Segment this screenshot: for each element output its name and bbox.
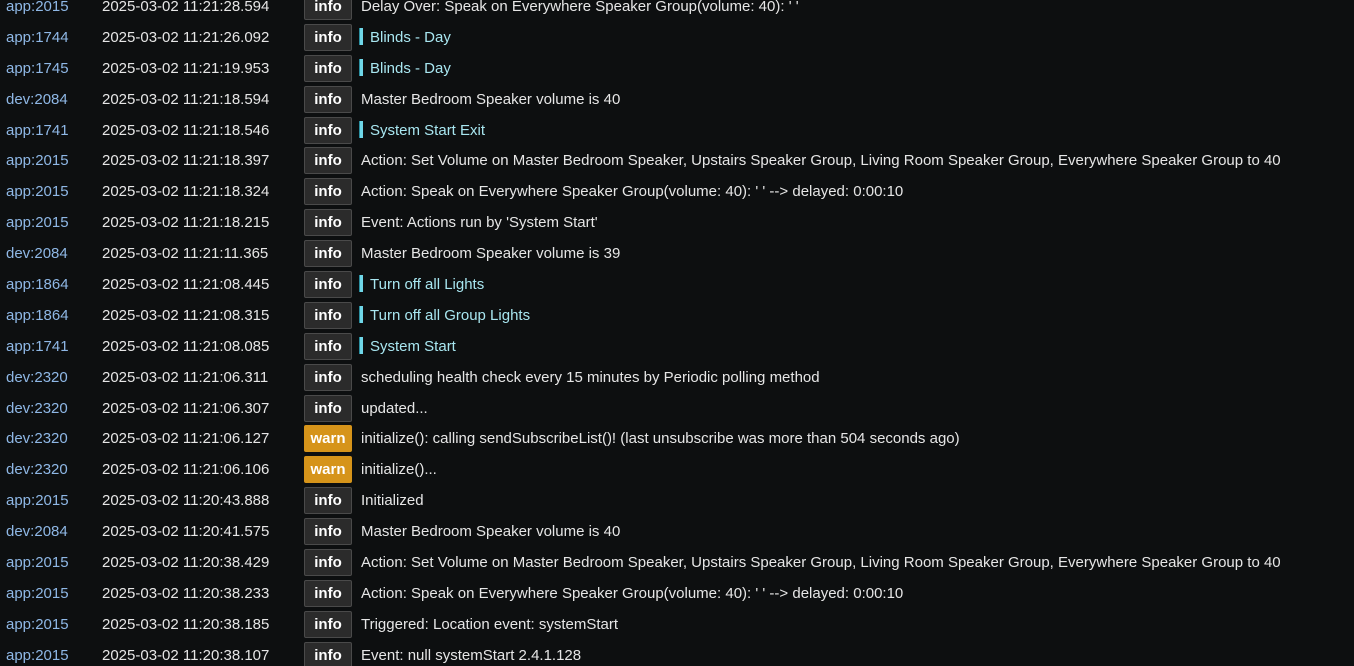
- log-source-link[interactable]: dev:2084: [6, 245, 68, 263]
- log-message: [361, 492, 424, 509]
- log-message-text: Triggered: Location event: systemStart: [361, 615, 619, 633]
- log-timestamp: 2025-03-02 11:20:38.429: [102, 553, 270, 571]
- log-message: [361, 400, 428, 417]
- log-row: [0, 331, 1354, 362]
- log-row: [0, 238, 1354, 269]
- log-level-badge: info: [304, 147, 352, 174]
- log-message-text: Blinds - Day: [370, 60, 451, 78]
- log-message: [361, 91, 620, 108]
- log-level-badge: info: [304, 364, 352, 391]
- log-message: [361, 461, 437, 478]
- log-message-text: Initialized: [361, 492, 424, 510]
- log-source-link[interactable]: app:1741: [6, 337, 69, 355]
- log-source-link[interactable]: app:2015: [6, 646, 69, 664]
- log-row: [0, 578, 1354, 609]
- log-source-link[interactable]: app:2015: [6, 553, 69, 571]
- log-row: [0, 207, 1354, 238]
- log-source-link[interactable]: app:2015: [6, 152, 69, 170]
- log-timestamp: 2025-03-02 11:21:18.324: [102, 183, 270, 201]
- log-message: [361, 430, 960, 447]
- log-row: [0, 300, 1354, 331]
- log-level-badge: info: [304, 240, 352, 267]
- log-message-text: Master Bedroom Speaker volume is 39: [361, 245, 621, 263]
- log-message-text: Action: Speak on Everywhere Speaker Group(volume: 40): ' ' --> delayed: 0:00:10: [361, 584, 904, 602]
- log-timestamp: 2025-03-02 11:21:11.365: [102, 245, 269, 263]
- log-message-text: System Start: [370, 338, 456, 356]
- log-message: [361, 369, 820, 386]
- log-source-link[interactable]: app:1745: [6, 59, 69, 77]
- log-timestamp: 2025-03-02 11:20:43.888: [102, 492, 270, 510]
- log-message-text: Event: null systemStart 2.4.1.128: [361, 646, 582, 664]
- log-source-link[interactable]: dev:2320: [6, 430, 68, 448]
- log-message-text: System Start Exit: [370, 122, 486, 139]
- log-level-badge: info: [304, 178, 352, 205]
- log-source-link[interactable]: dev:2320: [6, 399, 68, 417]
- log-message-text: Action: Speak on Everywhere Speaker Group(volume: 40): ' ' --> delayed: 0:00:10: [361, 183, 904, 201]
- log-message: [361, 0, 799, 15]
- log-level-badge: info: [304, 117, 352, 144]
- log-row: [0, 84, 1354, 115]
- indent-bar-icon: [359, 275, 363, 292]
- log-message-text: Action: Set Volume on Master Bedroom Speaker, Upstairs Speaker Group, Living Room Speaker Group, Everywhere Speaker Group to 40: [361, 553, 1281, 571]
- log-source-link[interactable]: dev:2320: [6, 368, 68, 386]
- log-timestamp: 2025-03-02 11:21:06.106: [102, 461, 270, 479]
- indent-bar-icon: [359, 121, 363, 138]
- indent-bar-icon: [359, 59, 363, 76]
- log-message: [361, 554, 1281, 571]
- log-row: [0, 176, 1354, 207]
- log-row: [0, 640, 1354, 666]
- log-source-link[interactable]: app:2015: [6, 214, 69, 232]
- log-message: [359, 28, 451, 46]
- log-message: [361, 616, 618, 633]
- log-level-badge: info: [304, 518, 352, 545]
- log-message-text: initialize()...: [361, 461, 437, 479]
- log-level-badge: info: [304, 611, 352, 638]
- log-source-link[interactable]: dev:2084: [6, 523, 68, 541]
- log-message-text: Event: Actions run by 'System Start': [361, 214, 598, 232]
- log-message-text: Turn off all Lights: [370, 276, 485, 294]
- log-row: [0, 547, 1354, 578]
- log-message: [359, 337, 456, 355]
- log-level-badge: info: [304, 487, 352, 514]
- log-timestamp: 2025-03-02 11:21:18.397: [102, 152, 270, 170]
- log-timestamp: 2025-03-02 11:21:18.546: [102, 121, 270, 139]
- log-timestamp: 2025-03-02 11:20:38.185: [102, 615, 270, 633]
- log-message-text: Action: Set Volume on Master Bedroom Speaker, Upstairs Speaker Group, Living Room Speaker Group, Everywhere Speaker Group to 40: [361, 152, 1281, 170]
- log-level-badge: info: [304, 0, 352, 20]
- log-row: [0, 485, 1354, 516]
- log-message-text: initialize(): calling sendSubscribeList()! (last unsubscribe was more than 504 seconds ago): [361, 430, 960, 448]
- log-row: [0, 393, 1354, 424]
- log-message-text: Blinds - Day: [370, 29, 451, 47]
- log-level-badge: info: [304, 271, 352, 298]
- log-timestamp: 2025-03-02 11:21:06.311: [102, 368, 269, 386]
- log-message: [361, 523, 620, 540]
- log-message-text: Turn off all Group Lights: [370, 307, 531, 325]
- log-level-badge: info: [304, 549, 352, 576]
- log-row: [0, 362, 1354, 393]
- indent-bar-icon: [359, 337, 363, 354]
- log-source-link[interactable]: app:2015: [6, 183, 69, 201]
- log-timestamp: 2025-03-02 11:21:26.092: [102, 28, 270, 46]
- log-source-link[interactable]: app:1864: [6, 306, 69, 324]
- log-row: [0, 423, 1354, 454]
- log-level-badge: info: [304, 333, 352, 360]
- indent-bar-icon: [359, 28, 363, 45]
- log-level-badge: info: [304, 642, 352, 666]
- log-row: [0, 53, 1354, 84]
- log-message-text: scheduling health check every 15 minutes by Periodic polling method: [361, 368, 820, 386]
- log-timestamp: 2025-03-02 11:20:38.233: [102, 584, 270, 602]
- log-level-badge: warn: [304, 425, 352, 452]
- log-message-text: Delay Over: Speak on Everywhere Speaker Group(volume: 40): ' ': [361, 0, 799, 15]
- log-message: [359, 121, 485, 139]
- log-level-badge: info: [304, 302, 352, 329]
- log-row: [0, 516, 1354, 547]
- log-level-badge: info: [304, 86, 352, 113]
- log-level-badge: info: [304, 209, 352, 236]
- log-level-badge: info: [304, 24, 352, 51]
- log-timestamp: 2025-03-02 11:21:06.307: [102, 399, 270, 417]
- log-message: [361, 214, 598, 231]
- log-row: [0, 0, 1354, 22]
- log-message: [361, 585, 903, 602]
- log-timestamp: 2025-03-02 11:20:38.107: [102, 646, 270, 664]
- log-message: [361, 152, 1281, 169]
- log-timestamp: 2025-03-02 11:21:28.594: [102, 0, 270, 15]
- log-timestamp: 2025-03-02 11:21:06.127: [102, 430, 270, 448]
- log-timestamp: 2025-03-02 11:21:18.594: [102, 90, 270, 108]
- log-message: [359, 275, 484, 293]
- log-row: [0, 145, 1354, 176]
- log-source-link[interactable]: app:1744: [6, 28, 69, 46]
- log-level-badge: warn: [304, 456, 352, 483]
- log-message-text: Master Bedroom Speaker volume is 40: [361, 90, 621, 108]
- log-message: [361, 647, 581, 664]
- log-timestamp: 2025-03-02 11:21:08.315: [102, 306, 270, 324]
- log-timestamp: 2025-03-02 11:21:18.215: [102, 214, 270, 232]
- log-source-link[interactable]: app:2015: [6, 615, 69, 633]
- log-message: [361, 183, 903, 200]
- log-row: [0, 609, 1354, 640]
- log-message: [359, 306, 530, 324]
- log-source-link[interactable]: app:1864: [6, 275, 69, 293]
- log-row: [0, 269, 1354, 300]
- log-message: [359, 59, 451, 77]
- log-timestamp: 2025-03-02 11:21:08.445: [102, 275, 270, 293]
- log-message-text: Master Bedroom Speaker volume is 40: [361, 523, 621, 541]
- log-source-link[interactable]: dev:2320: [6, 461, 68, 479]
- log-timestamp: 2025-03-02 11:20:41.575: [102, 523, 270, 541]
- log-level-badge: info: [304, 580, 352, 607]
- log-message: [361, 245, 620, 262]
- log-timestamp: 2025-03-02 11:21:19.953: [102, 59, 270, 77]
- log-row: [0, 115, 1354, 146]
- log-level-badge: info: [304, 55, 352, 82]
- log-row: [0, 22, 1354, 53]
- log-row: [0, 454, 1354, 485]
- log-source-link[interactable]: app:2015: [6, 584, 69, 602]
- log-message-text: updated...: [361, 399, 428, 417]
- log-level-badge: info: [304, 395, 352, 422]
- log-source-link[interactable]: dev:2084: [6, 90, 68, 108]
- indent-bar-icon: [359, 306, 363, 323]
- log-source-link[interactable]: app:2015: [6, 492, 69, 510]
- log-timestamp: 2025-03-02 11:21:08.085: [102, 337, 270, 355]
- log-source-link[interactable]: app:2015: [6, 0, 69, 15]
- log-source-link[interactable]: app:1741: [6, 121, 69, 139]
